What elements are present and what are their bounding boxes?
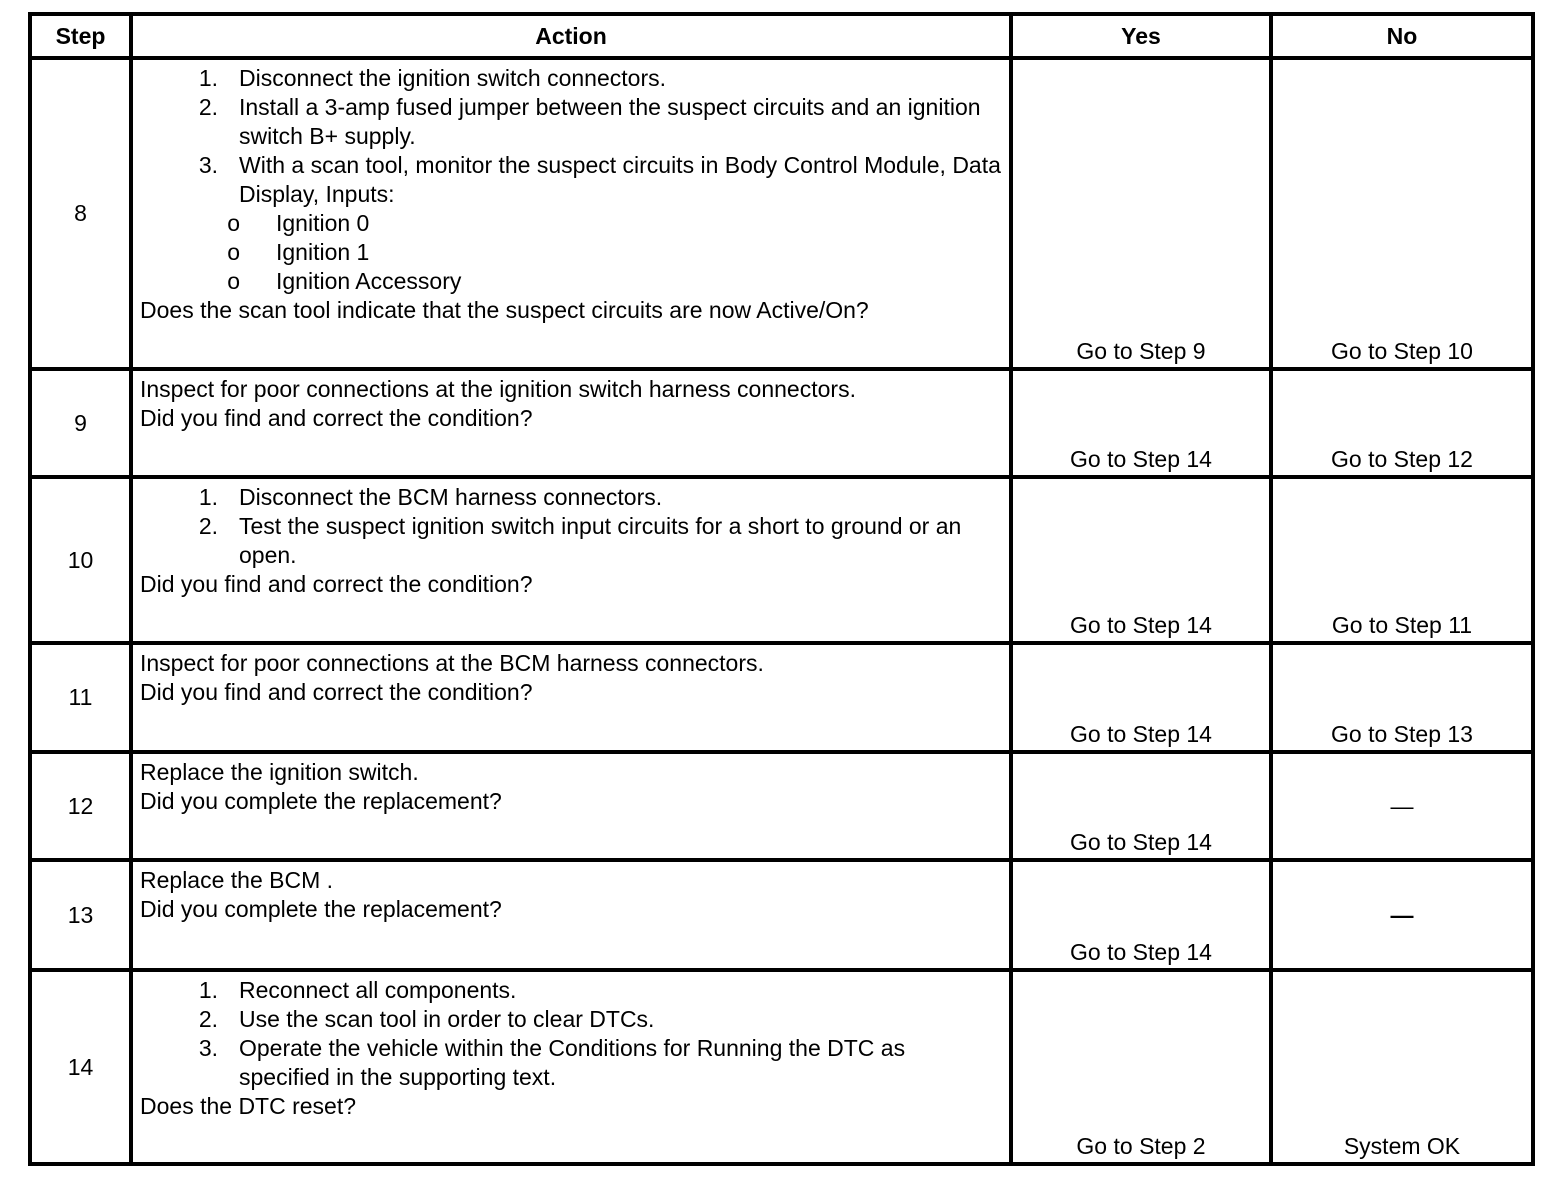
table-row xyxy=(30,369,1533,477)
action-list xyxy=(140,483,1001,570)
step-number: 11 xyxy=(30,643,131,752)
list-item: 2. Test the suspect ignition switch input circuits for a short to ground or an open. xyxy=(198,513,962,568)
action-cell xyxy=(131,369,1011,477)
no-cell: — xyxy=(1271,860,1533,970)
yes-cell: Go to Step 9 xyxy=(1011,58,1271,369)
question-text: Did you find and correct the condition? xyxy=(140,405,533,431)
step-number: 12 xyxy=(30,752,131,860)
sub-list-item: o Ignition 0 xyxy=(140,209,1001,238)
table-row xyxy=(30,58,1533,369)
sub-list xyxy=(140,209,1001,296)
table-row xyxy=(30,477,1533,643)
yes-cell: Go to Step 2 xyxy=(1011,970,1271,1164)
table-row xyxy=(30,752,1533,860)
diagnostic-table xyxy=(28,12,1535,1166)
action-text: Replace the BCM . xyxy=(140,867,334,893)
header-step: Step xyxy=(30,14,131,58)
yes-cell: Go to Step 14 xyxy=(1011,643,1271,752)
no-cell: Go to Step 12 xyxy=(1271,369,1533,477)
list-item: 3. With a scan tool, monitor the suspect circuits in Body Control Module, Data Display, Inputs: xyxy=(198,152,1001,207)
no-cell: Go to Step 10 xyxy=(1271,58,1533,369)
no-cell: Go to Step 11 xyxy=(1271,477,1533,643)
no-cell: System OK xyxy=(1271,970,1533,1164)
yes-cell: Go to Step 14 xyxy=(1011,369,1271,477)
header-action: Action xyxy=(131,14,1011,58)
yes-cell: Go to Step 14 xyxy=(1011,477,1271,643)
header-row xyxy=(30,14,1533,58)
action-cell xyxy=(131,860,1011,970)
list-item: 1. Reconnect all components. xyxy=(198,977,517,1003)
list-item: 1. Disconnect the BCM harness connectors. xyxy=(198,484,663,510)
header-no: No xyxy=(1271,14,1533,58)
action-text: Replace the ignition switch. xyxy=(140,759,419,785)
list-item: 3. Operate the vehicle within the Conditions for Running the DTC as specified in the supporting text. xyxy=(198,1035,906,1090)
action-list xyxy=(140,64,1001,209)
table-row xyxy=(30,643,1533,752)
question-text: Did you find and correct the condition? xyxy=(140,571,533,597)
list-item: 1. Disconnect the ignition switch connectors. xyxy=(198,65,666,91)
no-cell: — xyxy=(1271,752,1533,860)
action-cell xyxy=(131,752,1011,860)
question-text: Did you find and correct the condition? xyxy=(140,679,533,705)
step-number: 10 xyxy=(30,477,131,643)
yes-cell: Go to Step 14 xyxy=(1011,752,1271,860)
sub-list-item: o Ignition 1 xyxy=(140,238,1001,267)
action-list xyxy=(140,976,1001,1092)
list-item: 2. Install a 3-amp fused jumper between the suspect circuits and an ignition switch B+ supply. xyxy=(198,94,981,149)
header-yes: Yes xyxy=(1011,14,1271,58)
action-text: Inspect for poor connections at the BCM harness connectors. xyxy=(140,650,764,676)
bullet-icon: o xyxy=(227,268,240,294)
step-number: 14 xyxy=(30,970,131,1164)
no-cell: Go to Step 13 xyxy=(1271,643,1533,752)
step-number: 13 xyxy=(30,860,131,970)
bullet-icon: o xyxy=(227,210,240,236)
step-number: 9 xyxy=(30,369,131,477)
table-row xyxy=(30,860,1533,970)
action-cell xyxy=(131,477,1011,643)
yes-cell: Go to Step 14 xyxy=(1011,860,1271,970)
action-text: Inspect for poor connections at the ignition switch harness connectors. xyxy=(140,376,856,402)
table-row xyxy=(30,970,1533,1164)
list-item: 2. Use the scan tool in order to clear DTCs. xyxy=(198,1006,655,1032)
sub-list-item: o Ignition Accessory xyxy=(140,267,1001,296)
question-text: Does the DTC reset? xyxy=(140,1093,357,1119)
bullet-icon: o xyxy=(227,239,240,265)
action-cell xyxy=(131,58,1011,369)
question-text: Does the scan tool indicate that the suspect circuits are now Active/On? xyxy=(140,297,869,323)
action-cell xyxy=(131,643,1011,752)
question-text: Did you complete the replacement? xyxy=(140,788,502,814)
step-number: 8 xyxy=(30,58,131,369)
question-text: Did you complete the replacement? xyxy=(140,896,502,922)
action-cell xyxy=(131,970,1011,1164)
